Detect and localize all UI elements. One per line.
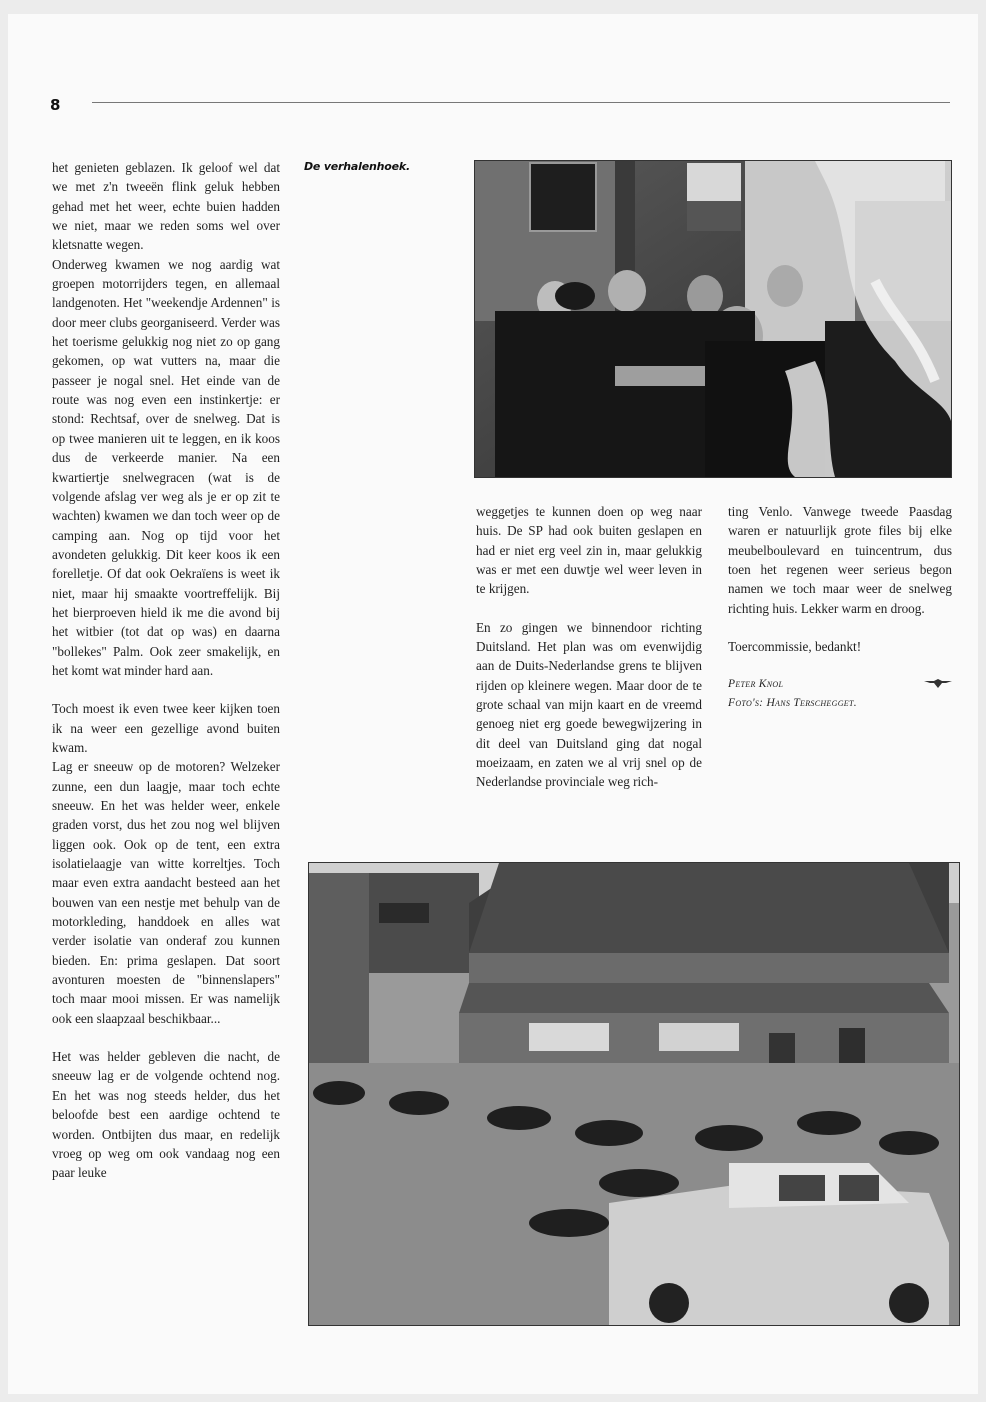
pub-interior-image	[475, 161, 951, 477]
author-name: Peter Knol	[728, 678, 784, 691]
section-label: De verhalenhoek.	[304, 160, 410, 173]
page-number: 8	[50, 96, 61, 114]
text-column-3	[476, 502, 702, 792]
pub-interior-photo	[474, 160, 952, 478]
paragraph: Onderweg kwamen we nog aardig wat groepen motorrijders tegen, en allemaal landgenoten. Het "weekendje Ardennen" is door meer clubs georganiseerd. Verder was het toerisme gelukkig nog niet zo op gang gekomen, op wat vutters na, maar die passeer je nogal snel. Het einde van de route was nog even een instinkertje: er stond: Rechtsaf, over de snelweg. Dat is op twee manieren uit te leggen, en ik koos dus de verkeerde manier. Na een kwartiertje snelwegracen (wat is de volgende afslag ver weg als je er op zit te wachten) kwamen we dan toch weer op de camping aan. Nog op tijd voor het avondeten gelukkig. Dit keer koos ik een forelletje. Of dat ook Oekraïens is weet ik niet, maar hij smaakte voortreffelijk. Bij het bierproeven hield ik me die avond bij het witbier (tot dat op was) en daarna "bollekes" Palm. Ook zeer smakelijk, en het komt wat minder hard aan.	[52, 256, 280, 678]
photo-credit: Foto's: Hans Terschegget.	[728, 697, 857, 710]
credits	[728, 675, 952, 713]
paragraph: Toch moest ik even twee keer kijken toen ik na weer een gezellige avond buiten kwam.	[52, 701, 280, 755]
header-rule	[92, 102, 950, 103]
paragraph: En zo gingen we binnendoor richting Duitsland. Het plan was om evenwijdig aan de Duits-Nederlandse grens te blijven rijden op kleinere wegen. Maar door de te grote schaal van mijn kaart en de vreemd genoeg niet erg goede bewegwijzering in dit deel van Duitsland ging dat nogal moeizaam, en zaten we al vrij snel op de Nederlandse provinciale weg rich-	[476, 619, 702, 790]
paragraph: Het was helder gebleven die nacht, de sneeuw lag er de volgende ochtend nog. En het was nog steeds helder, dus het beloofde best een aardige ochtend te worden. Ontbijten dus maar, en redelijk vroeg op weg om ook vandaag nog een paar leuke	[52, 1049, 280, 1181]
paragraph: ting Venlo. Vanwege tweede Paasdag waren er natuurlijk grote files bij elke meubelboulevard en tuincentrum, dus toen het regenen weer serieus begon namen we toch maar weer de snelweg richting huis. Lekker warm en droog.	[728, 504, 952, 616]
magazine-page	[8, 14, 978, 1394]
paragraph: het genieten geblazen. Ik geloof wel dat we met z'n tweeën flink geluk hebben gehad met het weer, echte buien hadden we niet, maar we reden soms wel over kletsnatte wegen.	[52, 160, 280, 253]
paragraph: Toercommissie, bedankt!	[728, 639, 862, 655]
text-column-1	[52, 158, 280, 1183]
courtyard-motorcycles-photo	[308, 862, 960, 1326]
text-column-4	[728, 502, 952, 713]
courtyard-image	[309, 863, 959, 1325]
paragraph: weggetjes te kunnen doen op weg naar huis. De SP had ook buiten geslapen en had er niet erg veel zin in, maar gelukkig was er met een duwtje wel weer leven in te krijgen.	[476, 504, 702, 597]
paragraph: Lag er sneeuw op de motoren? Welzeker zunne, een dun laagje, maar toch echte sneeuw. En het was helder weer, enkele graden vorst, dus het zou nog wel blijven liggen ook. Ook op de tent, een extra isolatielaagje van witte korreltjes. Toch maar even extra aandacht besteed aan het bouwen van een nestje met behulp van de motorkleding, handdoek en alles wat verder isolatie van onderaf zou kunnen bieden. En: prima geslapen. Dat soort avonturen moesten de "binnenslapers" toch maar mooi missen. Er was namelijk ook een slaapzaal beschikbaar...	[52, 759, 280, 1026]
club-logo-icon	[924, 677, 952, 689]
